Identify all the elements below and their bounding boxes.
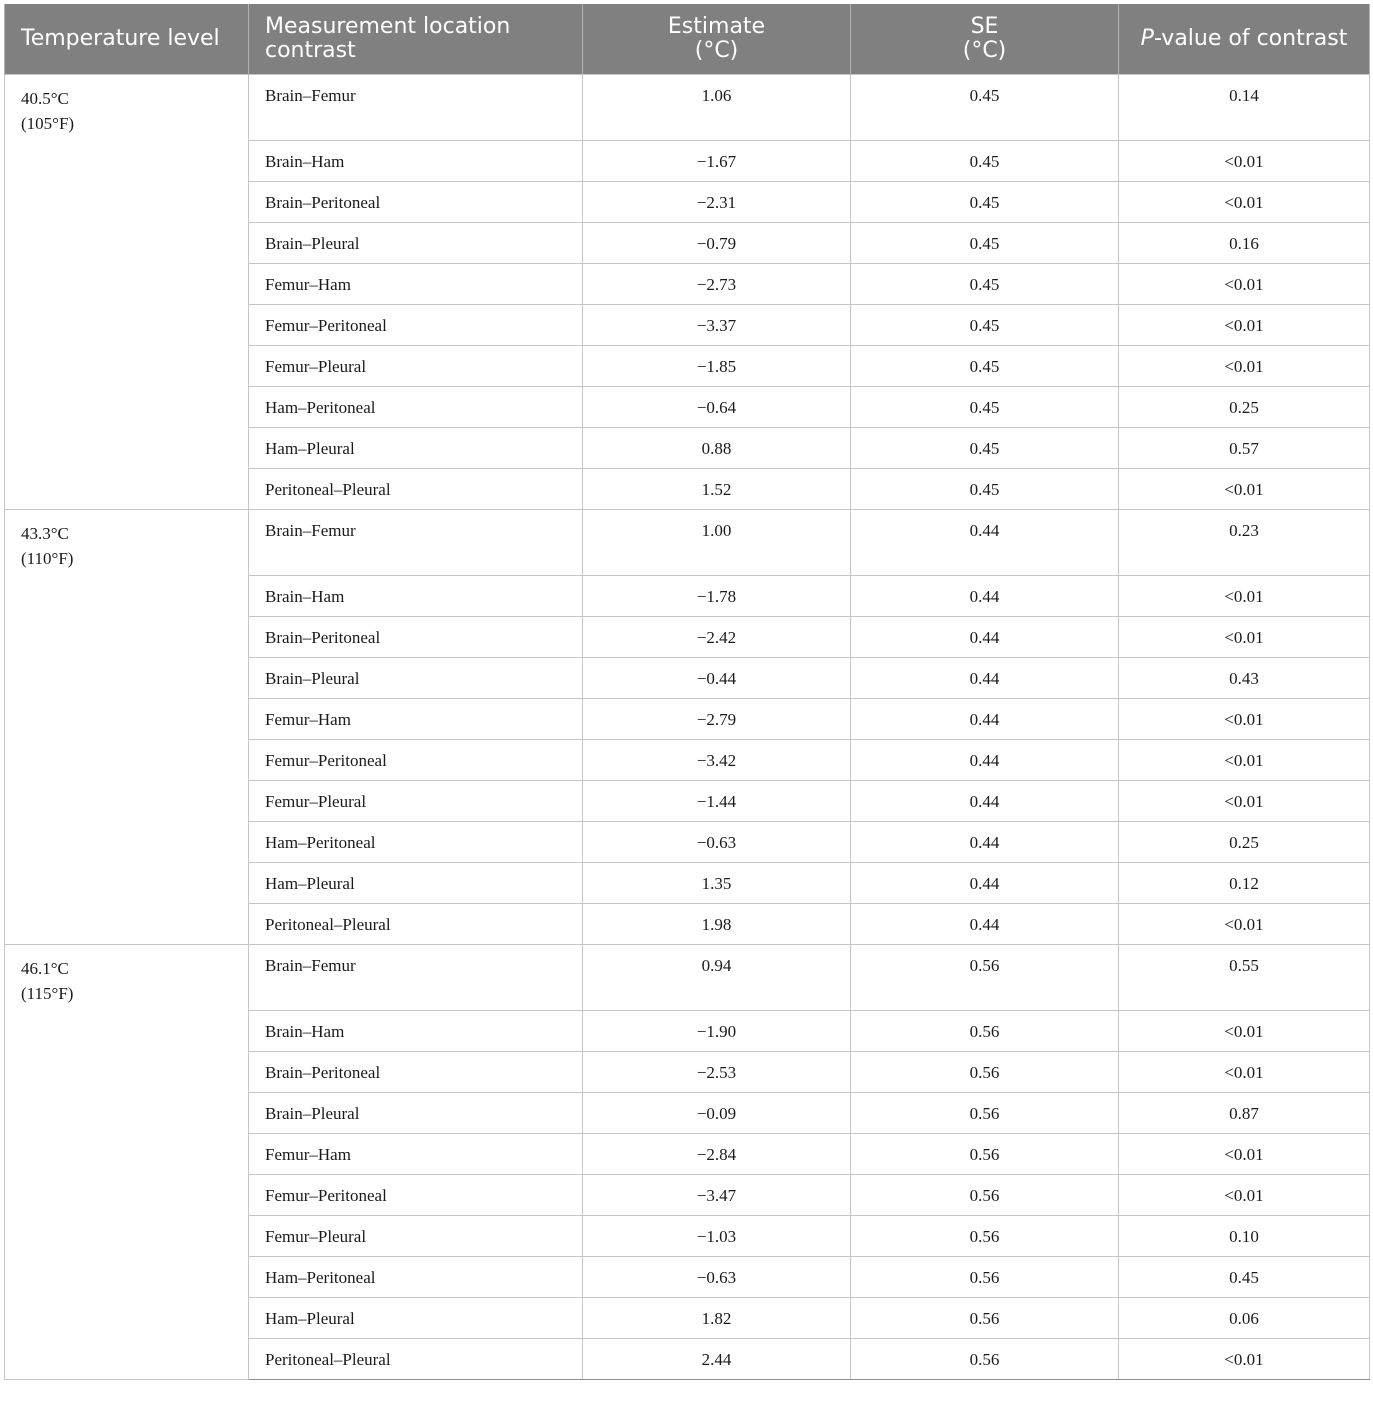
p-value-cell: 0.43 — [1119, 658, 1370, 699]
se-cell: 0.44 — [851, 617, 1119, 658]
estimate-cell: 1.35 — [583, 863, 851, 904]
temperature-fahrenheit: (115°F) — [21, 984, 74, 1003]
table-header — [5, 4, 1370, 75]
se-cell: 0.44 — [851, 740, 1119, 781]
se-cell: 0.56 — [851, 1052, 1119, 1093]
p-value-cell: 0.10 — [1119, 1216, 1370, 1257]
se-cell: 0.44 — [851, 510, 1119, 576]
p-value-cell: 0.06 — [1119, 1298, 1370, 1339]
temperature-celsius: 40.5°C — [21, 89, 69, 108]
contrast-cell: Brain–Peritoneal — [249, 182, 583, 223]
p-value-cell: <0.01 — [1119, 781, 1370, 822]
p-value-cell: 0.16 — [1119, 223, 1370, 264]
se-cell: 0.45 — [851, 223, 1119, 264]
header-contrast-line2: contrast — [265, 38, 356, 63]
estimate-cell: −3.37 — [583, 305, 851, 346]
se-cell: 0.44 — [851, 699, 1119, 740]
temperature-level-cell — [5, 510, 249, 945]
contrast-cell: Peritoneal–Pleural — [249, 469, 583, 510]
estimate-cell: −2.53 — [583, 1052, 851, 1093]
p-value-cell: <0.01 — [1119, 699, 1370, 740]
estimate-cell: 1.98 — [583, 904, 851, 945]
p-value-cell: 0.45 — [1119, 1257, 1370, 1298]
estimate-cell: 0.94 — [583, 945, 851, 1011]
se-cell: 0.45 — [851, 264, 1119, 305]
contrast-cell: Femur–Peritoneal — [249, 1175, 583, 1216]
se-cell: 0.44 — [851, 576, 1119, 617]
table-body — [5, 75, 1370, 1380]
contrast-cell: Femur–Ham — [249, 699, 583, 740]
estimate-cell: −0.79 — [583, 223, 851, 264]
contrast-cell: Femur–Pleural — [249, 1216, 583, 1257]
estimate-cell: −2.31 — [583, 182, 851, 223]
se-cell: 0.44 — [851, 781, 1119, 822]
p-value-cell: <0.01 — [1119, 1011, 1370, 1052]
contrast-cell: Brain–Ham — [249, 1011, 583, 1052]
se-cell: 0.45 — [851, 75, 1119, 141]
p-value-cell: <0.01 — [1119, 740, 1370, 781]
estimate-cell: 1.06 — [583, 75, 851, 141]
se-cell: 0.56 — [851, 1093, 1119, 1134]
p-value-cell: <0.01 — [1119, 1175, 1370, 1216]
contrast-cell: Femur–Peritoneal — [249, 305, 583, 346]
se-cell: 0.56 — [851, 1257, 1119, 1298]
se-cell: 0.45 — [851, 428, 1119, 469]
p-value-cell: <0.01 — [1119, 1339, 1370, 1380]
p-value-cell: <0.01 — [1119, 904, 1370, 945]
p-value-cell: 0.55 — [1119, 945, 1370, 1011]
se-cell: 0.45 — [851, 305, 1119, 346]
estimate-cell: −0.44 — [583, 658, 851, 699]
estimate-cell: −2.42 — [583, 617, 851, 658]
header-estimate — [583, 4, 851, 75]
estimate-cell: 1.82 — [583, 1298, 851, 1339]
p-value-cell: 0.12 — [1119, 863, 1370, 904]
p-value-cell: <0.01 — [1119, 1134, 1370, 1175]
temperature-celsius: 43.3°C — [21, 524, 69, 543]
estimate-cell: −1.90 — [583, 1011, 851, 1052]
temperature-fahrenheit: (110°F) — [21, 549, 74, 568]
estimate-cell: −0.63 — [583, 1257, 851, 1298]
p-value-cell: <0.01 — [1119, 346, 1370, 387]
p-value-cell: 0.57 — [1119, 428, 1370, 469]
se-cell: 0.45 — [851, 387, 1119, 428]
p-value-cell: 0.87 — [1119, 1093, 1370, 1134]
contrast-cell: Ham–Peritoneal — [249, 387, 583, 428]
temperature-level-cell — [5, 945, 249, 1380]
p-value-cell: <0.01 — [1119, 305, 1370, 346]
p-value-cell: 0.25 — [1119, 387, 1370, 428]
se-cell: 0.56 — [851, 1134, 1119, 1175]
se-cell: 0.56 — [851, 1011, 1119, 1052]
contrast-cell: Brain–Peritoneal — [249, 1052, 583, 1093]
se-cell: 0.56 — [851, 1339, 1119, 1380]
contrast-cell: Brain–Femur — [249, 75, 583, 141]
p-value-cell: 0.14 — [1119, 75, 1370, 141]
estimate-cell: −3.42 — [583, 740, 851, 781]
p-value-cell: <0.01 — [1119, 617, 1370, 658]
header-temperature-level-label: Temperature level — [21, 26, 220, 51]
temperature-celsius: 46.1°C — [21, 959, 69, 978]
contrast-cell: Brain–Ham — [249, 141, 583, 182]
se-cell: 0.44 — [851, 822, 1119, 863]
contrast-cell: Ham–Pleural — [249, 863, 583, 904]
se-cell: 0.44 — [851, 863, 1119, 904]
estimate-cell: 1.00 — [583, 510, 851, 576]
se-cell: 0.45 — [851, 469, 1119, 510]
contrast-cell: Femur–Pleural — [249, 346, 583, 387]
header-se — [851, 4, 1119, 75]
contrast-cell: Brain–Femur — [249, 510, 583, 576]
table-row — [5, 945, 1370, 1011]
header-se-line1: SE — [970, 14, 999, 39]
contrast-cell: Brain–Ham — [249, 576, 583, 617]
header-estimate-line2: (°C) — [694, 38, 739, 63]
temperature-fahrenheit: (105°F) — [21, 114, 75, 133]
contrast-cell: Femur–Ham — [249, 1134, 583, 1175]
se-cell: 0.56 — [851, 1216, 1119, 1257]
estimate-cell: −1.03 — [583, 1216, 851, 1257]
table-row — [5, 75, 1370, 141]
contrast-cell: Ham–Peritoneal — [249, 822, 583, 863]
contrast-cell: Femur–Pleural — [249, 781, 583, 822]
p-value-cell: 0.25 — [1119, 822, 1370, 863]
header-p-italic: P — [1140, 26, 1154, 51]
p-value-cell: <0.01 — [1119, 576, 1370, 617]
header-contrast-line1: Measurement location — [265, 14, 511, 39]
estimate-cell: −2.73 — [583, 264, 851, 305]
contrast-cell: Femur–Peritoneal — [249, 740, 583, 781]
contrast-cell: Peritoneal–Pleural — [249, 1339, 583, 1380]
se-cell: 0.44 — [851, 904, 1119, 945]
contrast-cell: Ham–Peritoneal — [249, 1257, 583, 1298]
estimate-cell: 1.52 — [583, 469, 851, 510]
header-p-rest: -value of contrast — [1153, 26, 1348, 51]
p-value-cell: <0.01 — [1119, 182, 1370, 223]
se-cell: 0.45 — [851, 141, 1119, 182]
header-measurement-contrast — [249, 4, 583, 75]
se-cell: 0.56 — [851, 1175, 1119, 1216]
contrast-cell: Peritoneal–Pleural — [249, 904, 583, 945]
contrast-cell: Brain–Pleural — [249, 1093, 583, 1134]
contrast-cell: Brain–Pleural — [249, 658, 583, 699]
p-value-cell: <0.01 — [1119, 264, 1370, 305]
estimate-cell: −0.63 — [583, 822, 851, 863]
contrast-cell: Brain–Femur — [249, 945, 583, 1011]
header-estimate-line1: Estimate — [667, 14, 766, 39]
p-value-cell: <0.01 — [1119, 469, 1370, 510]
p-value-cell: <0.01 — [1119, 141, 1370, 182]
se-cell: 0.56 — [851, 945, 1119, 1011]
contrast-results-table — [4, 4, 1370, 1380]
contrast-cell: Brain–Peritoneal — [249, 617, 583, 658]
table-row — [5, 510, 1370, 576]
estimate-cell: −1.78 — [583, 576, 851, 617]
contrast-cell: Femur–Ham — [249, 264, 583, 305]
contrast-cell: Ham–Pleural — [249, 1298, 583, 1339]
header-temperature-level — [5, 4, 249, 75]
se-cell: 0.56 — [851, 1298, 1119, 1339]
estimate-cell: −1.85 — [583, 346, 851, 387]
estimate-cell: −3.47 — [583, 1175, 851, 1216]
header-se-line2: (°C) — [962, 38, 1007, 63]
p-value-cell: <0.01 — [1119, 1052, 1370, 1093]
estimate-cell: 0.88 — [583, 428, 851, 469]
contrast-cell: Brain–Pleural — [249, 223, 583, 264]
se-cell: 0.45 — [851, 346, 1119, 387]
se-cell: 0.45 — [851, 182, 1119, 223]
estimate-cell: −1.44 — [583, 781, 851, 822]
estimate-cell: −2.84 — [583, 1134, 851, 1175]
contrast-cell: Ham–Pleural — [249, 428, 583, 469]
header-row — [5, 4, 1370, 75]
estimate-cell: −2.79 — [583, 699, 851, 740]
estimate-cell: −0.09 — [583, 1093, 851, 1134]
p-value-cell: 0.23 — [1119, 510, 1370, 576]
se-cell: 0.44 — [851, 658, 1119, 699]
estimate-cell: −1.67 — [583, 141, 851, 182]
temperature-level-cell — [5, 75, 249, 510]
header-p-value — [1119, 4, 1370, 75]
estimate-cell: 2.44 — [583, 1339, 851, 1380]
estimate-cell: −0.64 — [583, 387, 851, 428]
